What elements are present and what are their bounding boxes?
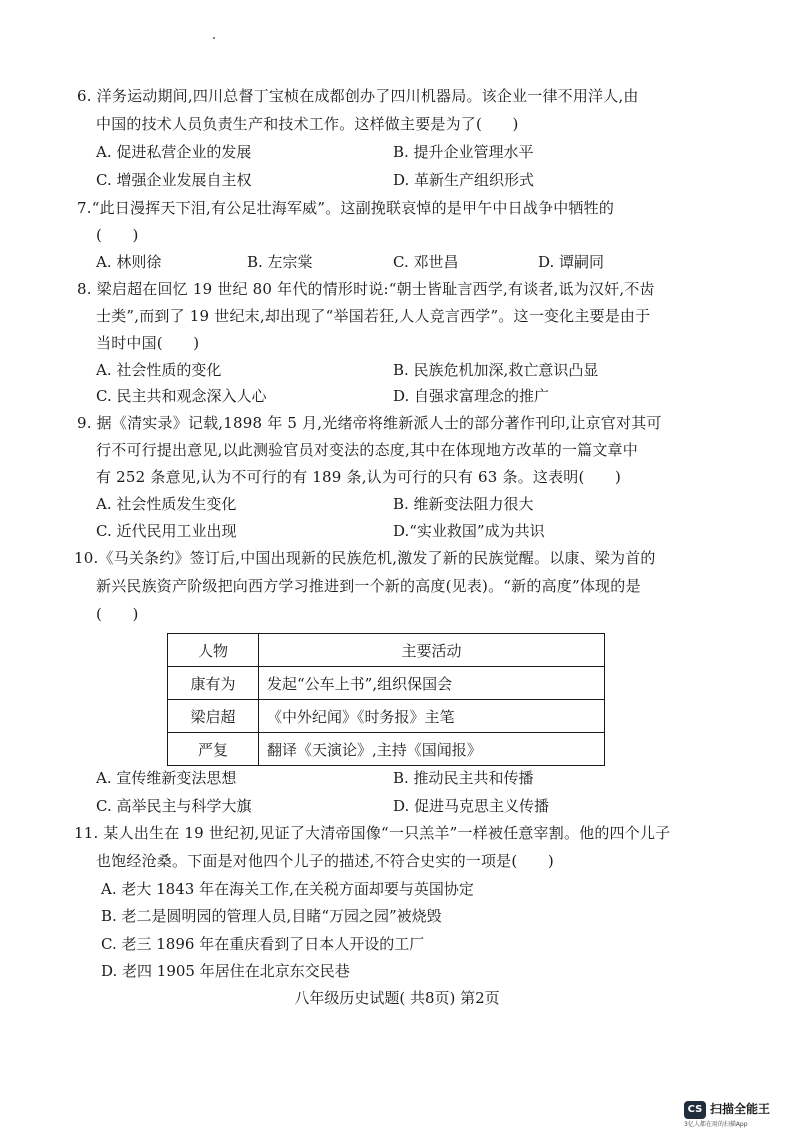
scan-speck [213, 37, 215, 39]
option-c: C. 高举民主与科学大旗 [96, 797, 252, 815]
option-d: D. 谭嗣同 [538, 253, 605, 271]
option-b: B. 民族危机加深,救亡意识凸显 [393, 361, 599, 379]
table-cell-activity: 发起“公车上书”,组织保国会 [259, 667, 605, 700]
question-text: 行不可行提出意见,以此测验官员对变法的态度,其中在体现地方改革的一篇文章中 [96, 441, 638, 459]
option-a: A. 促进私营企业的发展 [96, 143, 252, 161]
question-text: 6. 洋务运动期间,四川总督丁宝桢在成都创办了四川机器局。该企业一律不用洋人,由 [77, 87, 639, 105]
activities-table [167, 633, 605, 766]
option-a: A. 社会性质发生变化 [96, 495, 237, 513]
option-b: B. 提升企业管理水平 [393, 143, 534, 161]
table-row [168, 700, 605, 733]
option-b: B. 左宗棠 [247, 253, 313, 271]
option-a: A. 宣传维新变法思想 [96, 769, 237, 787]
option-b: B. 推动民主共和传播 [393, 769, 534, 787]
question-text: 中国的技术人员负责生产和技术工作。这样做主要是为了( ) [96, 115, 519, 133]
option-b: B. 老二是圆明园的管理人员,目睹“万园之园”被烧毁 [101, 907, 442, 925]
question-text: 11. 某人出生在 19 世纪初,见证了大清帝国像“一只羔羊”一样被任意宰割。他的四个儿子 [74, 824, 671, 842]
table-cell-activity: 《中外纪闻》《时务报》主笔 [259, 700, 605, 733]
option-a: A. 林则徐 [96, 253, 162, 271]
option-b: B. 维新变法阻力很大 [393, 495, 534, 513]
table-cell-person: 梁启超 [168, 700, 259, 733]
option-d: D. 革新生产组织形式 [393, 171, 535, 189]
watermark-tagline: 3亿人都在用的扫描App [684, 1121, 748, 1128]
option-d: D. 老四 1905 年居住在北京东交民巷 [101, 962, 350, 980]
option-c: C. 邓世昌 [393, 253, 459, 271]
camscanner-logo-icon: CS [684, 1101, 706, 1119]
table-row [168, 733, 605, 766]
watermark-app-name: 扫描全能王 [710, 1102, 771, 1116]
page-footer: 八年级历史试题( 共8页) 第2页 [294, 989, 500, 1007]
option-c: C. 老三 1896 年在重庆看到了日本人开设的工厂 [101, 935, 425, 953]
option-d: D. 促进马克思主义传播 [393, 797, 550, 815]
table-header-row [168, 634, 605, 667]
question-text: 也饱经沧桑。下面是对他四个儿子的描述,不符合史实的一项是( ) [96, 852, 554, 870]
question-text: ( ) [96, 605, 139, 623]
option-c: C. 近代民用工业出现 [96, 522, 237, 540]
table-header: 主要活动 [259, 634, 605, 667]
option-a: A. 老大 1843 年在海关工作,在关税方面却要与英国协定 [101, 880, 474, 898]
question-text: 10.《马关条约》签订后,中国出现新的民族危机,激发了新的民族觉醒。以康、梁为首的 [74, 549, 656, 567]
question-text: ( ) [96, 226, 139, 244]
option-a: A. 社会性质的变化 [96, 361, 222, 379]
option-d: D. 自强求富理念的推广 [393, 387, 550, 405]
table-header: 人物 [168, 634, 259, 667]
option-c: C. 民主共和观念深入人心 [96, 387, 267, 405]
table-row [168, 667, 605, 700]
scanner-watermark [684, 1099, 790, 1128]
question-text: 7.“此日漫挥天下泪,有公足壮海军威”。这副挽联哀悼的是甲午中日战争中牺牲的 [77, 199, 615, 217]
question-text: 9. 据《清实录》记载,1898 年 5 月,光绪帝将维新派人士的部分著作刊印,让京官对其可 [77, 414, 662, 432]
question-text: 8. 梁启超在回忆 19 世纪 80 年代的情形时说:“朝士皆耻言西学,有谈者,诋为汉奸,不齿 [77, 280, 655, 298]
option-c: C. 增强企业发展自主权 [96, 171, 252, 189]
table-cell-person: 严复 [168, 733, 259, 766]
option-d: D.“实业救国”成为共识 [393, 522, 545, 540]
question-text: 有 252 条意见,认为不可行的有 189 条,认为可行的只有 63 条。这表明( ) [96, 468, 621, 486]
question-text: 当时中国( ) [96, 334, 200, 352]
table-cell-person: 康有为 [168, 667, 259, 700]
table-cell-activity: 翻译《天演论》,主持《国闻报》 [259, 733, 605, 766]
question-text: 新兴民族资产阶级把向西方学习推进到一个新的高度(见表)。“新的高度”体现的是 [96, 577, 641, 595]
question-text: 士类”,而到了 19 世纪末,却出现了“举国若狂,人人竞言西学”。这一变化主要是由于 [96, 307, 651, 325]
